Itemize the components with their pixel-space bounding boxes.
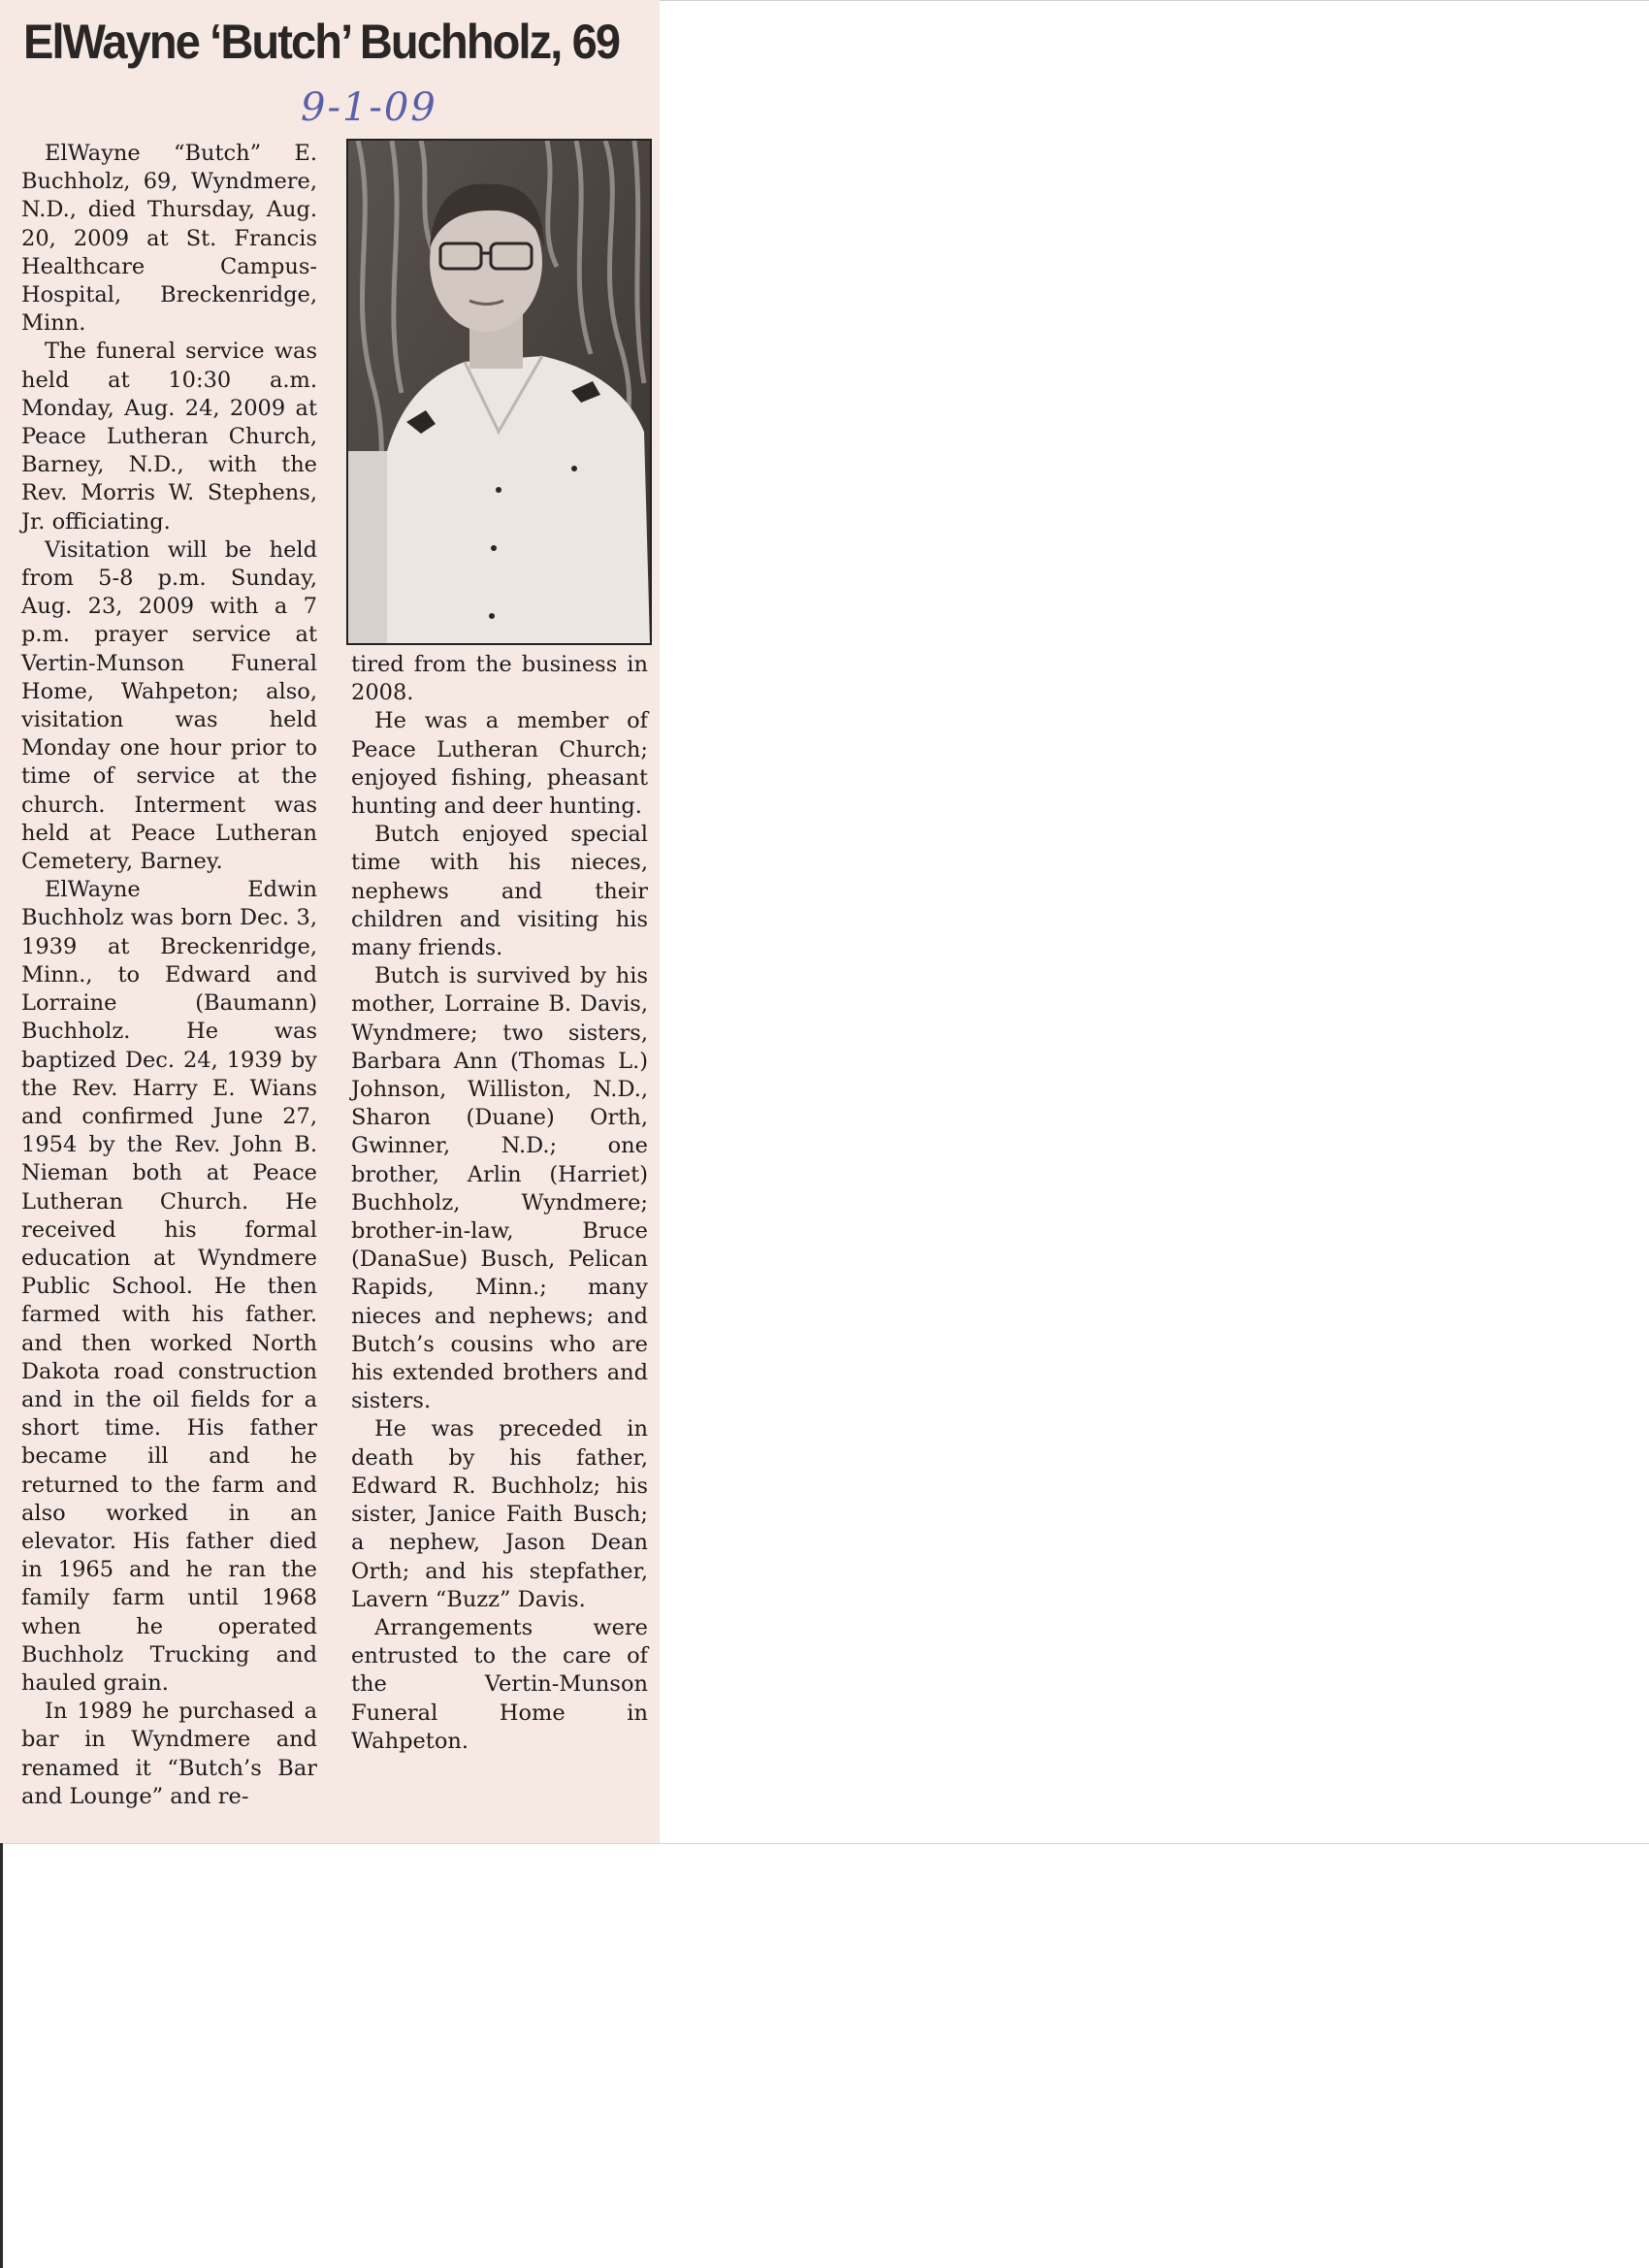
paragraph: The funeral service was held at 10:30 a.m. Monday, Aug. 24, 2009 at Peace Lutheran Church, Barney, N.D., with the Rev. Morris W. Stephens, Jr. officiating.: [21, 339, 317, 535]
scan-left-edge: [0, 1843, 3, 2268]
text-column-left: [21, 140, 317, 1811]
portrait-photo-icon: [348, 141, 650, 643]
paragraph: Arrangements were entrusted to the care of the Vertin-Munson Funeral Home in Wahpeton.: [351, 1614, 648, 1754]
text-column-right: [351, 651, 648, 1756]
paragraph: Visitation will be held from 5-8 p.m. Sunday, Aug. 23, 2009 with a 7 p.m. prayer service at Vertin-Munson Funeral Home, Wahpeton; also, visitation was held Monday one hour prior to time of service at the church. Interment was held at Peace Lutheran Cemetery, Barney.: [21, 536, 317, 875]
handwritten-date: 9-1-09: [301, 85, 437, 130]
paragraph: Butch is survived by his mother, Lorraine B. Davis, Wyndmere; two sisters, Barbara Ann (Thomas L.) Johnson, Williston, N.D., Sharon (Duane) Orth, Gwinner, N.D.; one brother, Arlin (Harriet) Buchholz, Wyndmere; brother-in-law, Bruce (DanaSue) Busch, Pelican Rapids, Minn.; many nieces and nephews; and Butch’s cousins who are his extended brothers and sisters.: [351, 963, 648, 1414]
paragraph: In 1989 he purchased a bar in Wyndmere and renamed it “Butch’s Bar and Lounge” and re-: [21, 1699, 317, 1809]
portrait-photo: [346, 139, 652, 645]
scan-top-edge: [660, 0, 1649, 1]
obituary-headline: ElWayne ‘Butch’ Buchholz, 69: [23, 15, 620, 69]
paragraph: He was preceded in death by his father, Edward R. Buchholz; his sister, Janice Faith Busch; a nephew, Jason Dean Orth; and his stepfather, Lavern “Buzz” Davis.: [351, 1416, 648, 1612]
paragraph: ElWayne “Butch” E. Buchholz, 69, Wyndmere, N.D., died Thursday, Aug. 20, 2009 at St. Francis Healthcare Campus-Hospital, Breckenridge, Minn.: [21, 141, 317, 337]
newspaper-clipping: [0, 0, 660, 1843]
paragraph: He was a member of Peace Lutheran Church; enjoyed fishing, pheasant hunting and deer hunting.: [351, 708, 648, 820]
paragraph: tired from the business in 2008.: [351, 652, 648, 706]
paragraph: ElWayne Edwin Buchholz was born Dec. 3, 1939 at Breckenridge, Minn., to Edward and Lorraine (Baumann) Buchholz. He was baptized Dec. 24, 1939 by the Rev. Harry E. Wians and confirmed June 27, 1954 by the Rev. John B. Nieman both at Peace Lutheran Church. He received his formal education at Wyndmere Public School. He then farmed with his father. and then worked North Dakota road construction and in the oil fields for a short time. His father became ill and he returned to the farm and also worked in an elevator. His father died in 1965 and he ran the family farm until 1968 when he operated Buchholz Trucking and hauled grain.: [21, 877, 317, 1696]
paragraph: Butch enjoyed special time with his nieces, nephews and their children and visiting his many friends.: [351, 822, 648, 961]
scan-bottom-edge: [0, 1843, 1649, 1844]
